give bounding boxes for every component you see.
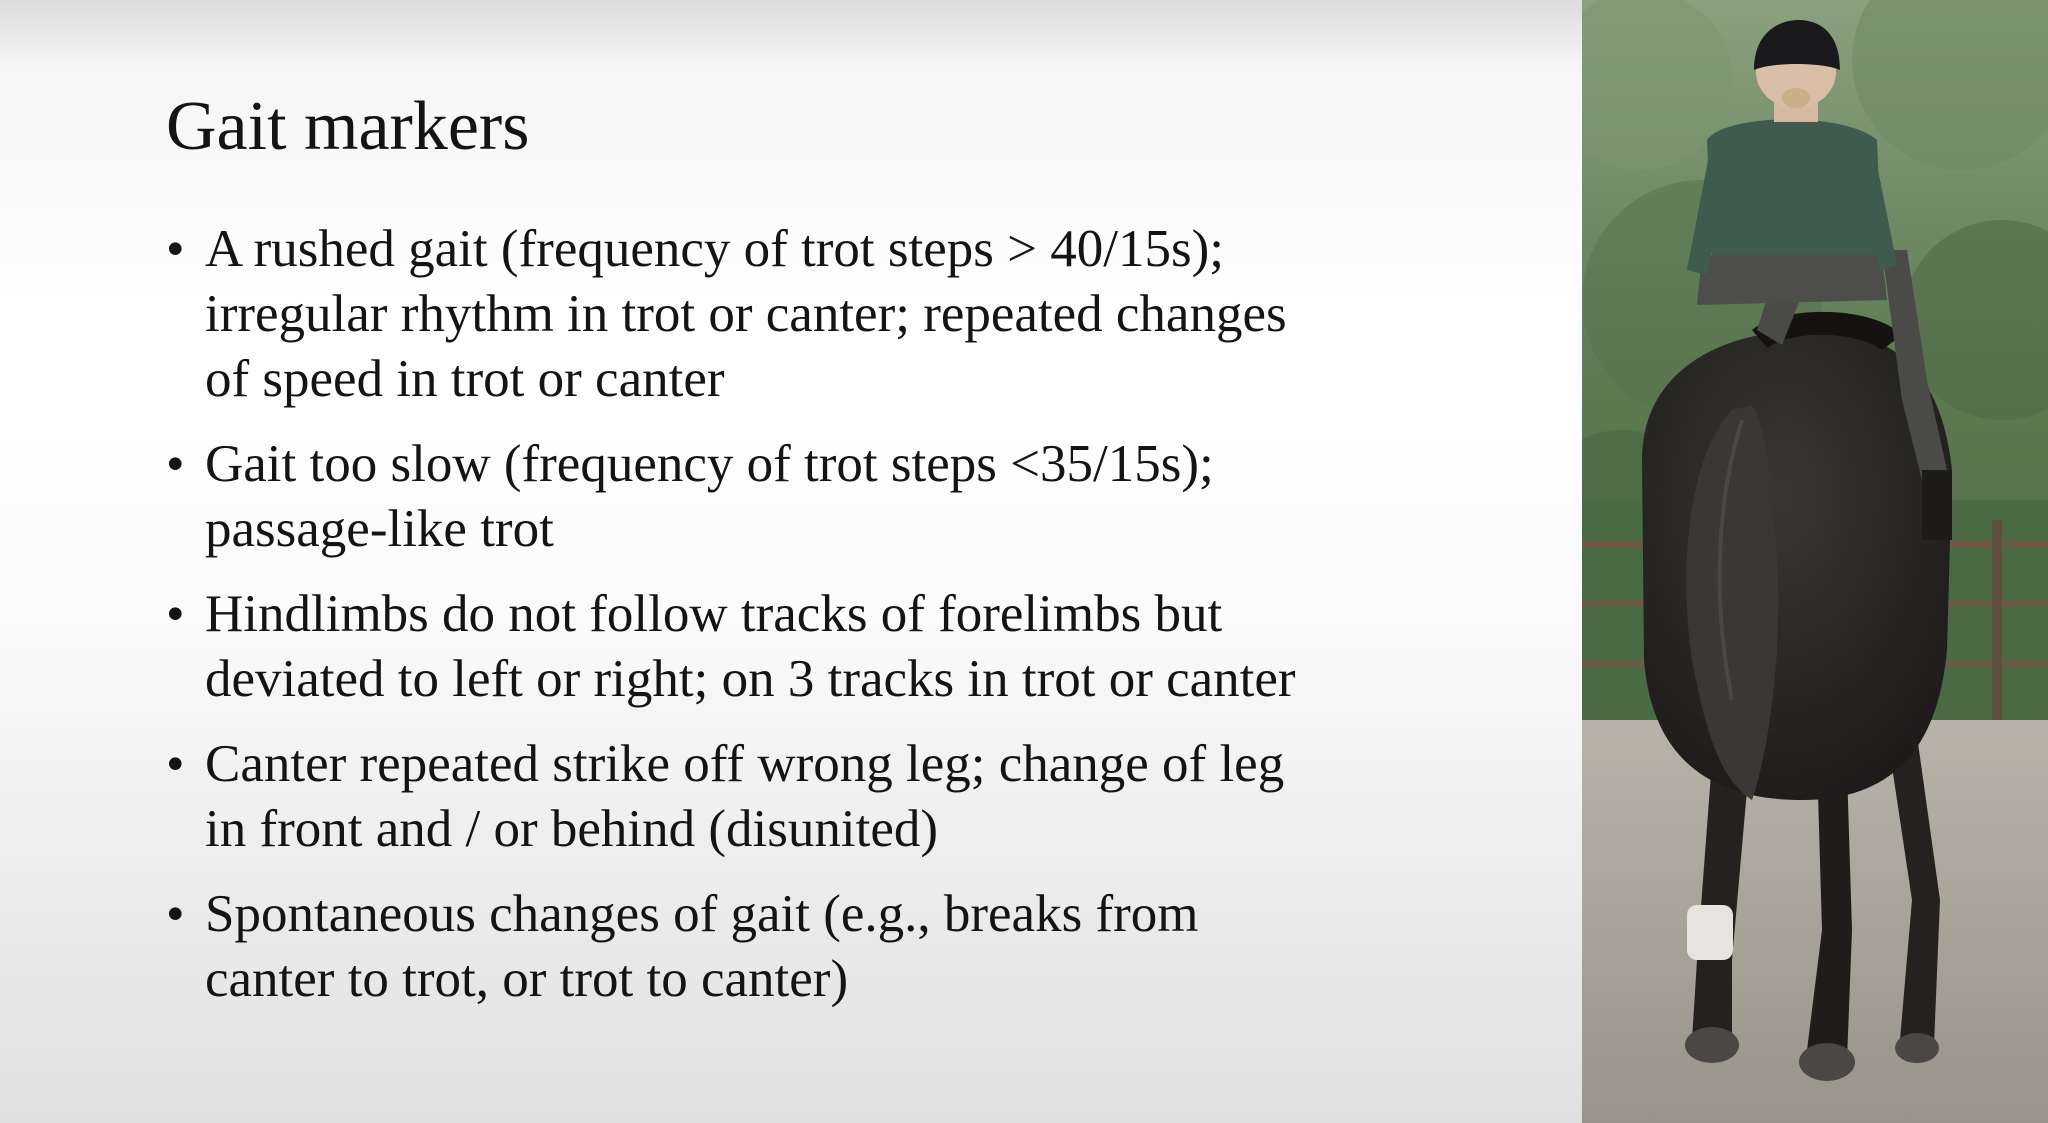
bullet-item bbox=[166, 732, 1466, 862]
bullet-list bbox=[166, 217, 1466, 1032]
bullet-marker: • bbox=[166, 735, 185, 793]
rider-boot bbox=[1922, 470, 1952, 540]
bullet-text: Spontaneous changes of gait (e.g., breaks from canter to trot, or trot to canter) bbox=[205, 885, 1199, 1008]
bullet-marker: • bbox=[166, 885, 185, 943]
bullet-text: A rushed gait (frequency of trot steps > 40/15s); irregular rhythm in trot or canter; repeated changes of speed in trot or canter bbox=[205, 220, 1287, 408]
bullet-item bbox=[166, 432, 1466, 562]
slide-title: Gait markers bbox=[166, 88, 530, 165]
bullet-marker: • bbox=[166, 220, 185, 278]
horse-rider-photo bbox=[1582, 0, 2048, 1123]
photo-illustration bbox=[1582, 0, 2048, 1123]
bullet-item bbox=[166, 882, 1466, 1012]
bullet-text: Canter repeated strike off wrong leg; change of leg in front and / or behind (disunited) bbox=[205, 735, 1285, 858]
white-sock bbox=[1687, 905, 1733, 960]
rider-breeches bbox=[1697, 255, 1887, 305]
bullet-text: Hindlimbs do not follow tracks of forelimbs but deviated to left or right; on 3 tracks in trot or canter bbox=[205, 585, 1296, 708]
bullet-marker: • bbox=[166, 585, 185, 643]
hoof bbox=[1685, 1027, 1739, 1063]
bullet-item bbox=[166, 217, 1466, 412]
bullet-text: Gait too slow (frequency of trot steps <35/15s); passage-like trot bbox=[205, 435, 1214, 558]
bullet-item bbox=[166, 582, 1466, 712]
bullet-marker: • bbox=[166, 435, 185, 493]
rider-hair bbox=[1782, 88, 1810, 108]
